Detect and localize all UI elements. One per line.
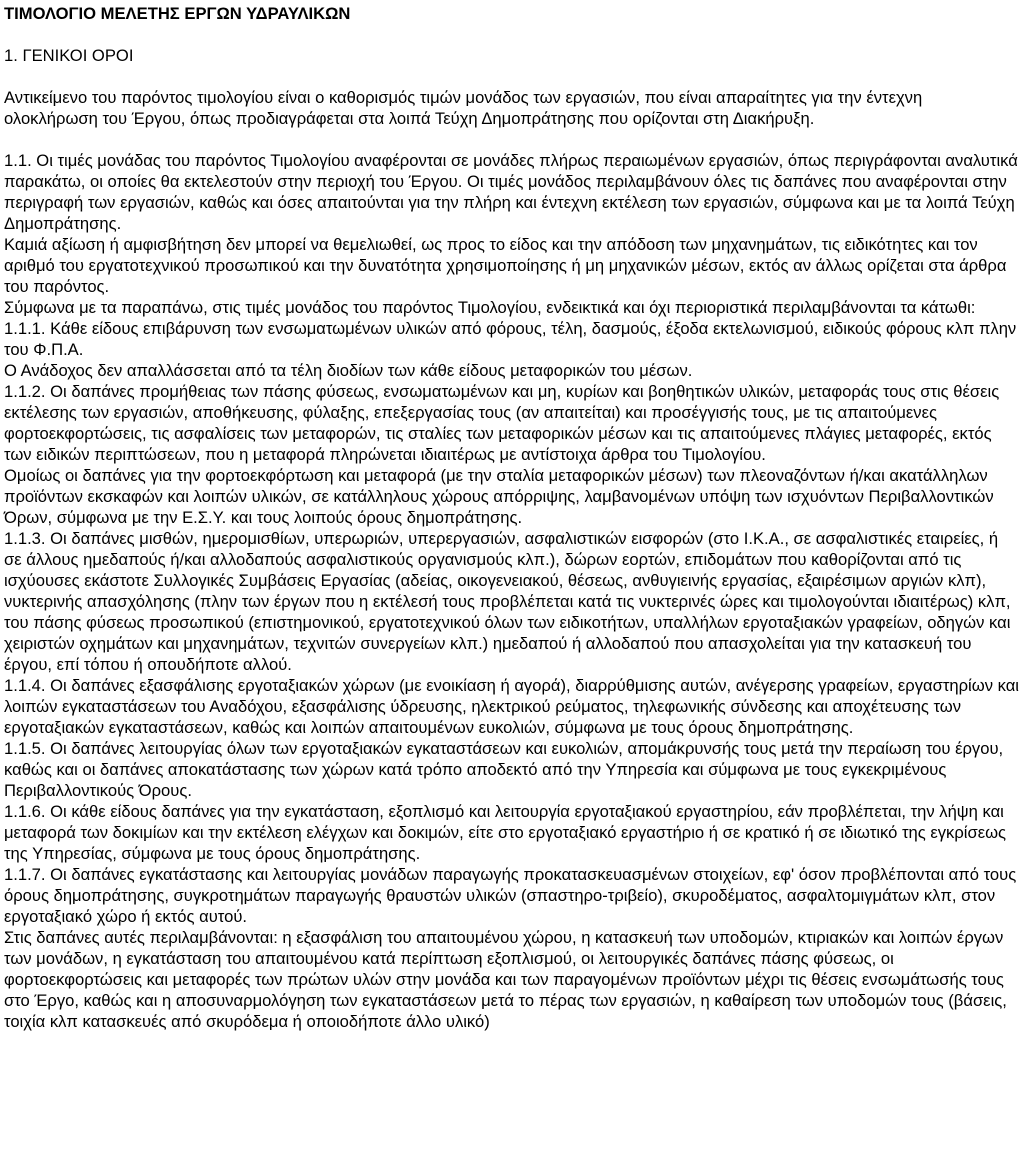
paragraph: 1.1. Οι τιμές μονάδας του παρόντος Τιμολογίου αναφέρονται σε μονάδες πλήρως περαιωμένων εργασιών, όπως περιγράφονται αναλυτικά παρακάτω, οι οποίες θα εκτελεστούν στην περιοχή του Έργου. Οι τιμές μονάδος περιλαμβάνουν όλες τις δαπάνες που αναφέρονται στην περιγραφή των εργασιών, καθώς και όσες απαιτούνται για την πλήρη και έντεχνη εκτέλεση των εργασιών, σύμφωνα και με τα λοιπά Τεύχη Δημοπράτησης. [4, 151, 1018, 233]
paragraph: 1.1.3. Οι δαπάνες μισθών, ημερομισθίων, υπερωριών, υπερεργασιών, ασφαλιστικών εισφορών (στο Ι.Κ.Α., σε ασφαλιστικές εταιρείες, ή σε άλλους ημεδαπούς ή/και αλλοδαπούς ασφαλιστικούς οργανισμούς κλπ.), δώρων εορτών, επιδομάτων που καθορίζονται από τις ισχύουσες εκάστοτε Συλλογικές Συμβάσεις Εργασίας (αδείας, οικογενειακού, θέσεως, ανθυγιεινής εργασίας, εξαιρέσιμων αργιών κλπ), νυκτερινής απασχόλησης (πλην των έργων που η εκτέλεσή τους προβλέπεται κατά τις νυκτερινές ώρες και τιμολογούνται ιδιαιτέρως) κλπ, του πάσης φύσεως προσωπικού (επιστημονικού, εργατοτεχνικού όλων των ειδικοτήτων, υπαλλήλων εργοταξιακών γραφείων, οδηγών και χειριστών οχημάτων και μηχανημάτων, τεχνιτών συνεργείων κλπ.) ημεδαπού ή αλλοδαπού που απασχολείται για την κατασκευή του έργου, επί τόπου ή οπουδήποτε αλλού. [4, 529, 1011, 674]
paragraph: 1.1.5. Οι δαπάνες λειτουργίας όλων των εργοταξιακών εγκαταστάσεων και ευκολιών, απομάκρυνσής τους μετά την περαίωση του έργου, καθώς και οι δαπάνες αποκατάστασης των χώρων κατά τρόπο αποδεκτό από την Υπηρεσία και σύμφωνα με τους εγκεκριμένους Περιβαλλοντικούς Όρους. [4, 739, 1004, 800]
paragraph: 1.1.6. Οι κάθε είδους δαπάνες για την εγκατάσταση, εξοπλισμό και λειτουργία εργοταξιακού εργαστηρίου, εάν προβλέπεται, την λήψη και μεταφορά των δοκιμίων και την εκτέλεση ελέγχων και δοκιμών, είτε στο εργοταξιακό εργαστήριο ή σε κρατικό ή σε ιδιωτικό της εγκρίσεως της Υπηρεσίας, σύμφωνα με τους όρους δημοπράτησης. [4, 802, 1007, 863]
paragraph: 1.1.7. Οι δαπάνες εγκατάστασης και λειτουργίας μονάδων παραγωγής προκατασκευασμένων στοιχείων, εφ' όσον προβλέπονται από τους όρους δημοπράτησης, συγκροτημάτων παραγωγής θραυστών υλικών (σπαστηρο-τριβείο), σκυροδέματος, ασφαλτομιγμάτων κλπ, στον εργοταξιακό χώρο ή εκτός αυτού. [4, 865, 1017, 926]
paragraph: 1.1.1. Κάθε είδους επιβάρυνση των ενσωματωμένων υλικών από φόρους, τέλη, δασμούς, έξοδα εκτελωνισμού, ειδικούς φόρους κλπ πλην του Φ.Π.Α. [4, 319, 1017, 359]
document-title: ΤΙΜΟΛΟΓΙΟ ΜΕΛΕΤΗΣ ΕΡΓΩΝ ΥΔΡΑΥΛΙΚΩΝ [4, 4, 351, 23]
paragraph: 1.1.4. Οι δαπάνες εξασφάλισης εργοταξιακών χώρων (με ενοικίαση ή αγορά), διαρρύθμισης αυτών, ανέγερσης γραφείων, εργαστηρίων και λοιπών εγκαταστάσεων του Αναδόχου, εξασφάλισης ύδρευσης, ηλεκτρικού ρεύματος, τηλεφωνικής σύνδεσης και αποχέτευσης των εργοταξιακών εγκαταστάσεων, καθώς και λοιπών απαιτουμένων ευκολιών, σύμφωνα με τους όρους δημοπράτησης. [4, 676, 1019, 737]
paragraph: Ο Ανάδοχος δεν απαλλάσσεται από τα τέλη διοδίων των κάθε είδους μεταφορικών του μέσων. [4, 361, 693, 380]
paragraph: Στις δαπάνες αυτές περιλαμβάνονται: η εξασφάλιση του απαιτουμένου χώρου, η κατασκευή των υποδομών, κτιριακών και λοιπών έργων των μονάδων, η εγκατάσταση του απαιτουμένου κατά περίπτωση εξοπλισμού, οι λειτουργικές δαπάνες πάσης φύσεως, οι φορτοεκφορτώσεις και μεταφορές των πρώτων υλών στην μονάδα και των παραγομένων προϊόντων μέχρι τις θέσεις ενσωμάτωσής τους στο Έργο, καθώς και η αποσυναρμολόγηση των εγκαταστάσεων μετά το πέρας των εργασιών, η καθαίρεση των υποδομών τους (βάσεις, τοιχία κλπ κατασκευές από σκυρόδεμα ή οποιοδήποτε άλλο υλικό) [4, 928, 1007, 1031]
paragraph: Καμιά αξίωση ή αμφισβήτηση δεν μπορεί να θεμελιωθεί, ως προς το είδος και την απόδοση των μηχανημάτων, τις ειδικότητες και τον αριθμό του εργατοτεχνικού προσωπικού και την δυνατότητα χρησιμοποίησης ή μη μηχανικών μέσων, εκτός αν άλλως ορίζεται στα άρθρα του παρόντος. [4, 235, 1007, 296]
document-body [4, 150, 1020, 1032]
paragraph: Σύμφωνα με τα παραπάνω, στις τιμές μονάδος του παρόντος Τιμολογίου, ενδεικτικά και όχι περιοριστικά περιλαμβάνονται τα κάτωθι: [4, 298, 976, 317]
section-heading: 1. ΓΕΝΙΚΟΙ ΟΡΟΙ [4, 46, 134, 65]
paragraph: 1.1.2. Οι δαπάνες προμήθειας των πάσης φύσεως, ενσωματωμένων και μη, κυρίων και βοηθητικών υλικών, μεταφοράς τους στις θέσεις εκτέλεσης των εργασιών, αποθήκευσης, φύλαξης, επεξεργασίας τους (αν απαιτείται) και προσέγγισής τους, με τις απαιτούμενες φορτοεκφορτώσεις, τις ασφαλίσεις των μεταφορών, τις σταλίες των μεταφορικών μέσων και τις απαιτούμενες πλάγιες μεταφορές, εκτός των ειδικών περιπτώσεων, που η μεταφορά πληρώνεται ιδιαιτέρως με αντίστοιχα άρθρα του Τιμολογίου. [4, 382, 1000, 464]
paragraph: Ομοίως οι δαπάνες για την φορτοεκφόρτωση και μεταφορά (με την σταλία μεταφορικών μέσων) των πλεοναζόντων ή/και ακατάλληλων προϊόντων εκσκαφών και λοιπών υλικών, σε κατάλληλους χώρους απόρριψης, λαμβανομένων υπόψη των ισχυόντων Περιβαλλοντικών Όρων, σύμφωνα με την Ε.Σ.Υ. και τους λοιπούς όρους δημοπράτησης. [4, 466, 994, 527]
intro-paragraph: Αντικείμενο του παρόντος τιμολογίου είναι ο καθορισμός τιμών μονάδος των εργασιών, που είναι απαραίτητες για την έντεχνη ολοκλήρωση του Έργου, όπως προδιαγράφεται στα λοιπά Τεύχη Δημοπράτησης που ορίζονται στη Διακήρυξη. [4, 88, 923, 128]
document-page [4, 3, 1020, 1032]
